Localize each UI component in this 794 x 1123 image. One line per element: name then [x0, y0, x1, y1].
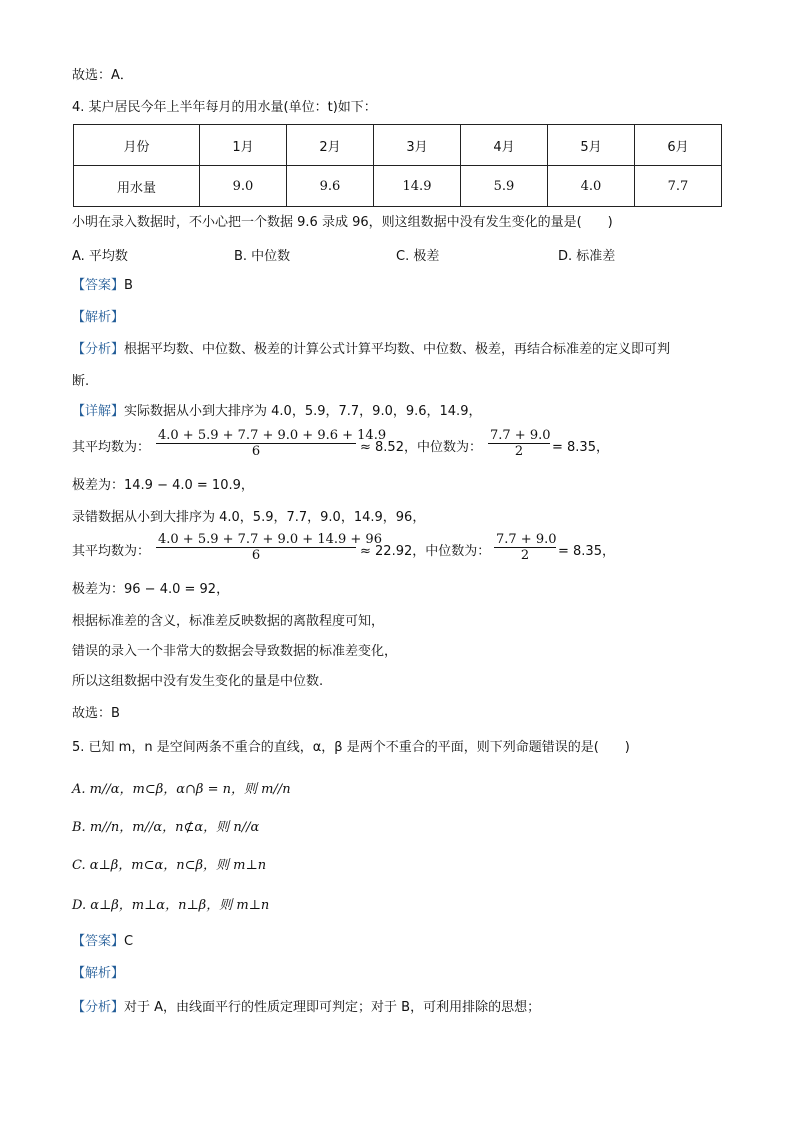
q4-question: 小明在录入数据时，不小心把一个数据 9.6 录成 96，则这组数据中没有发生变化的量是( ) [72, 215, 613, 230]
table-cell: 月份 [74, 125, 200, 166]
q4-detail-line-2: 录错数据从小到大排序为 4.0，5.9，7.7，9.0，14.9，96， [72, 510, 426, 525]
q5-stem: 5. 已知 m，n 是空间两条不重合的直线，α，β 是两个不重合的平面，则下列命题错误的是( ) [72, 740, 630, 755]
answer-tag: 【答案】 [72, 934, 125, 949]
q5-fenxi-line-1 [72, 998, 540, 1018]
median-value-2: = 8.35， [558, 544, 615, 559]
q4-conclusion-line-3: 所以这组数据中没有发生变化的量是中位数. [72, 674, 324, 689]
table-cell: 7.7 [635, 166, 722, 207]
range-2: 极差为：96 − 4.0 = 92， [72, 582, 230, 597]
q4-conclusion-line-1: 根据标准差的含义，标准差反映数据的离散程度可知， [72, 614, 385, 629]
table-cell: 2月 [287, 125, 374, 166]
median-fraction-1 [488, 428, 550, 459]
q5-answer [72, 932, 133, 952]
table-cell: 1月 [200, 125, 287, 166]
q4-fenxi-line-2: 断. [72, 374, 90, 389]
fraction-numerator: 7.7 + 9.0 [490, 428, 551, 443]
answer-value: B [124, 278, 133, 293]
q5-analysis-tag: 【解析】 [72, 966, 125, 981]
mean-value-1: ≈ 8.52，中位数为： [360, 440, 482, 455]
q4-answer [72, 276, 133, 296]
table-row-usage [74, 166, 722, 207]
answer-value: C [124, 934, 134, 949]
table-cell: 6月 [635, 125, 722, 166]
fenxi-text: 根据平均数、中位数、极差的计算公式计算平均数、中位数、极差，再结合标准差的定义即可判 [124, 342, 671, 357]
fraction-numerator: 4.0 + 5.9 + 7.7 + 9.0 + 14.9 + 96 [158, 532, 382, 547]
choice-d: D. 标准差 [558, 249, 616, 264]
median-fraction-2 [494, 532, 556, 563]
table-cell: 5.9 [461, 166, 548, 207]
range-1: 极差为：14.9 − 4.0 = 10.9， [72, 478, 254, 493]
fraction-denominator: 2 [520, 548, 530, 563]
table-cell: 9.0 [200, 166, 287, 207]
fenxi-tag: 【分析】 [72, 1000, 125, 1015]
table-cell: 3月 [374, 125, 461, 166]
table-cell: 14.9 [374, 166, 461, 207]
median-value-1: = 8.35， [552, 440, 609, 455]
fenxi-tag: 【分析】 [72, 342, 125, 357]
q4-final-answer: 故选：B [72, 706, 120, 721]
q4-conclusion-line-2: 错误的录入一个非常大的数据会导致数据的标准差变化， [72, 644, 398, 659]
previous-answer: 故选：A． [72, 68, 133, 83]
table-cell: 5月 [548, 125, 635, 166]
table-row-month [74, 125, 722, 166]
table-cell: 9.6 [287, 166, 374, 207]
table-cell: 4月 [461, 125, 548, 166]
mean-value-2: ≈ 22.92，中位数为： [360, 544, 491, 559]
q4-choices [72, 245, 722, 265]
choice-a: A. 平均数 [72, 249, 128, 264]
q5-option-c: C. α⊥β，m⊂α，n⊂β，则 m⊥n [72, 858, 267, 873]
answer-tag: 【答案】 [72, 278, 125, 293]
mean-fraction-1 [156, 428, 387, 459]
detail-tag: 【详解】 [72, 404, 125, 419]
mean-label-1: 其平均数为： [72, 440, 151, 455]
detail-text: 实际数据从小到大排序为 4.0，5.9，7.7，9.0，9.6，14.9， [124, 404, 482, 419]
water-usage-table [73, 124, 722, 207]
fraction-numerator: 4.0 + 5.9 + 7.7 + 9.0 + 9.6 + 14.9 [158, 428, 387, 443]
q5-option-b: B. m//n，m//α，n⊄α，则 n//α [72, 820, 260, 835]
q5-option-a: A. m//α，m⊂β，α∩β = n，则 m//n [72, 782, 291, 797]
fenxi-text: 对于 A，由线面平行的性质定理即可判定；对于 B，可利用排除的思想； [124, 1000, 541, 1015]
fraction-denominator: 6 [251, 444, 261, 459]
choice-b: B. 中位数 [234, 249, 291, 264]
mean-label-2: 其平均数为： [72, 544, 151, 559]
fraction-denominator: 2 [514, 444, 524, 459]
fraction-numerator: 7.7 + 9.0 [496, 532, 557, 547]
q4-analysis-tag: 【解析】 [72, 310, 125, 325]
q4-stem: 4. 某户居民今年上半年每月的用水量(单位：t)如下： [72, 100, 377, 115]
fraction-denominator: 6 [251, 548, 261, 563]
choice-c: C. 极差 [396, 249, 440, 264]
table-cell: 4.0 [548, 166, 635, 207]
q4-detail-line-1 [72, 402, 481, 422]
mean-fraction-2 [156, 532, 382, 563]
q5-option-d: D. α⊥β，m⊥α，n⊥β，则 m⊥n [72, 898, 270, 913]
table-cell: 用水量 [74, 166, 200, 207]
q4-fenxi-line-1 [72, 340, 670, 360]
